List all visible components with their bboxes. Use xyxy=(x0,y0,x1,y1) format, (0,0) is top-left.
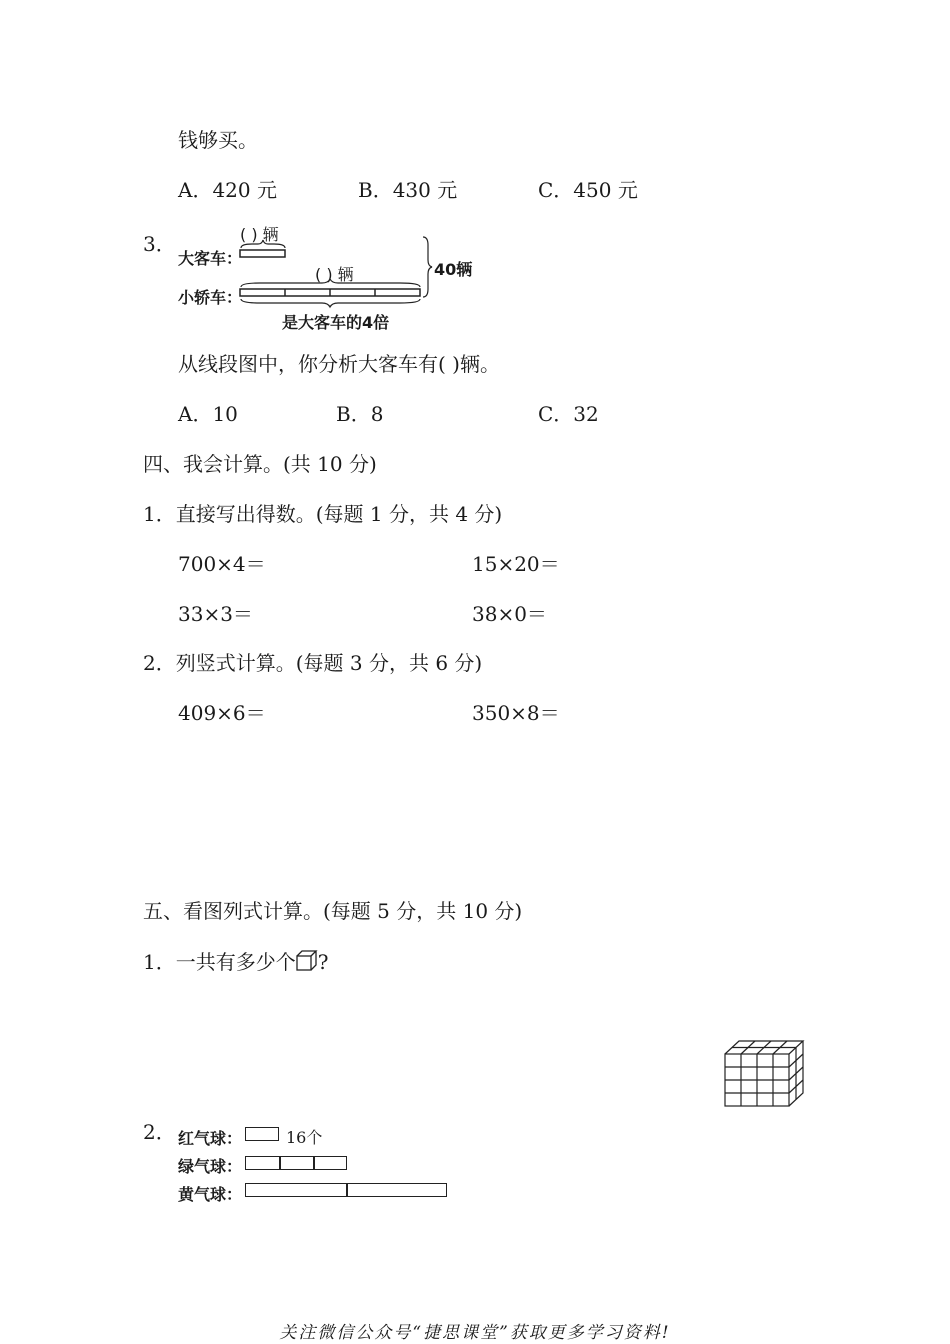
calc-item: 700×4＝ xyxy=(178,552,266,576)
green-divider xyxy=(279,1156,281,1170)
section4-q2-title: 2．列竖式计算。(每题 3 分，共 6 分) xyxy=(143,651,483,675)
section5-q1-text: 1．一共有多少个 xyxy=(143,950,296,974)
green-balloon-bar xyxy=(245,1156,347,1170)
section5-title: 五、看图列式计算。(每题 5 分，共 10 分) xyxy=(143,899,523,923)
red-balloon-bar xyxy=(245,1127,279,1141)
question-number: 3． xyxy=(143,232,176,256)
calc-item: 33×3＝ xyxy=(178,602,253,626)
q3-option-a: A．10 xyxy=(178,402,238,426)
bus-brace xyxy=(241,240,285,248)
cube-icon xyxy=(296,950,318,972)
red-balloon-label: 红气球： xyxy=(178,1129,243,1148)
bus-brace-label: ( ) 辆 xyxy=(240,225,279,244)
red-balloon-count: 16个 xyxy=(286,1128,323,1147)
footer-note: 关注微信公众号“捷思课堂”获取更多学习资料! xyxy=(279,1323,671,1343)
segment-diagram xyxy=(0,0,950,340)
vertical-calc-item: 409×6＝ xyxy=(178,701,266,725)
q3-option-c: C．32 xyxy=(538,402,599,426)
cube-stack-figure xyxy=(722,1038,812,1110)
section4-title: 四、我会计算。(共 10 分) xyxy=(143,452,377,476)
vertical-calc-item: 350×8＝ xyxy=(472,701,560,725)
total-brace xyxy=(423,237,432,297)
total-label: 40辆 xyxy=(434,260,473,279)
option-a: A．420 元 xyxy=(178,178,277,202)
section5-q1 xyxy=(143,950,328,974)
calc-item: 38×0＝ xyxy=(472,602,547,626)
car-brace xyxy=(241,279,420,287)
section5-q1-suffix: ? xyxy=(317,950,329,974)
green-balloon-label: 绿气球： xyxy=(178,1157,243,1176)
yellow-divider xyxy=(346,1183,348,1197)
bottom-label: 是大客车的4倍 xyxy=(282,313,390,332)
calc-item: 15×20＝ xyxy=(472,552,560,576)
car-brace-label: ( ) 辆 xyxy=(315,265,354,284)
car-label: 小轿车： xyxy=(178,288,243,307)
option-b: B．430 元 xyxy=(358,178,458,202)
green-divider xyxy=(313,1156,315,1170)
q3-option-b: B．8 xyxy=(336,402,384,426)
section4-q1-title: 1．直接写出得数。(每题 1 分，共 4 分) xyxy=(143,502,503,526)
prev-question-tail: 钱够买。 xyxy=(178,128,258,152)
bus-label: 大客车： xyxy=(178,249,243,268)
bus-segment xyxy=(240,250,285,257)
question-text: 从线段图中，你分析大客车有( )辆。 xyxy=(178,352,500,376)
section5-q2-number: 2． xyxy=(143,1120,176,1144)
car-under-brace xyxy=(241,299,420,307)
yellow-balloon-label: 黄气球： xyxy=(178,1185,243,1204)
option-c: C．450 元 xyxy=(538,178,638,202)
